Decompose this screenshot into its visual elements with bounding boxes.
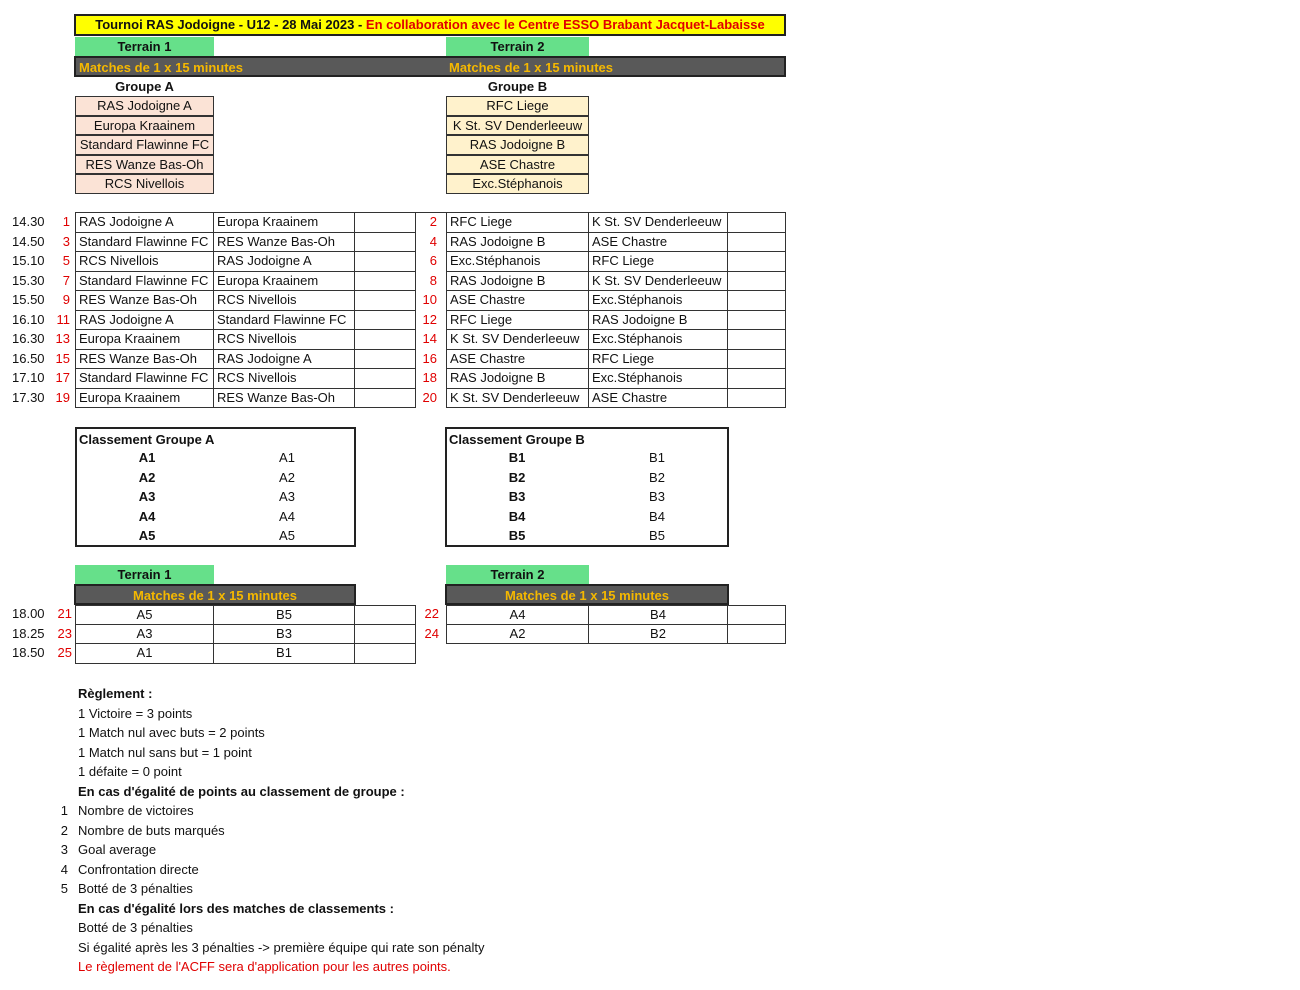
match-team-away: Standard Flawinne FC (214, 311, 355, 331)
match-number: 7 (62, 272, 70, 288)
match-team-away: RAS Jodoigne A (214, 350, 355, 370)
match-score-cell (728, 311, 786, 331)
match-team-home: ASE Chastre (446, 350, 589, 370)
match-score-cell (728, 389, 786, 409)
match-number: 4 (429, 233, 437, 249)
ranking-position: A1 (138, 450, 156, 465)
match-team-home: Standard Flawinne FC (75, 369, 214, 389)
match-team-away: ASE Chastre (589, 233, 728, 253)
match-team-home: RCS Nivellois (75, 252, 214, 272)
match-team-home: K St. SV Denderleeuw (446, 330, 589, 350)
final-team-home: A5 (75, 605, 214, 625)
group-b-team: RAS Jodoigne B (446, 135, 589, 155)
final-number: 25 (57, 645, 72, 660)
match-team-away: K St. SV Denderleeuw (589, 272, 728, 292)
match-score-cell (355, 213, 416, 233)
match-team-home: RES Wanze Bas-Oh (75, 291, 214, 311)
match-time: 17.10 (12, 370, 45, 385)
final-team-home: A3 (75, 625, 214, 645)
match-number: 8 (429, 272, 437, 288)
rules-title: Règlement : (78, 686, 153, 701)
ranking-team-slot: A2 (279, 469, 295, 485)
rules-tie-item: Nombre de buts marqués (78, 822, 225, 838)
title-main: Tournoi RAS Jodoigne - U12 - 28 Mai 2023 - (95, 17, 366, 32)
match-team-home: Exc.Stéphanois (446, 252, 589, 272)
group-a-team: RCS Nivellois (75, 174, 214, 194)
ranking-group-b-title: Classement Groupe B (449, 432, 585, 447)
match-number: 14 (422, 331, 437, 346)
match-team-away: ASE Chastre (589, 389, 728, 409)
match-score-cell (728, 233, 786, 253)
match-score-cell (355, 252, 416, 272)
rules-tie-item: Confrontation directe (78, 861, 199, 877)
match-score-cell (355, 369, 416, 389)
final-score-cell (355, 625, 416, 645)
match-number: 19 (55, 389, 70, 405)
match-team-home: Standard Flawinne FC (75, 272, 214, 292)
ranking-position: A5 (138, 528, 156, 543)
match-number: 16 (422, 350, 437, 366)
ranking-position: A3 (138, 489, 156, 504)
rules-point: 1 Victoire = 3 points (78, 705, 193, 721)
final-score-cell (728, 625, 786, 645)
match-number: 1 (62, 214, 70, 229)
finals-terrain-1-header: Terrain 1 (75, 565, 214, 584)
final-team-away: B4 (589, 605, 728, 625)
match-score-cell (728, 252, 786, 272)
match-score-cell (728, 272, 786, 292)
group-b-team: ASE Chastre (446, 155, 589, 175)
ranking-group-b-box (445, 427, 729, 547)
match-time: 17.30 (12, 389, 45, 405)
rules-class-line: Si égalité après les 3 pénalties -> première équipe qui rate son pénalty (78, 939, 485, 955)
rules-tie-title: En cas d'égalité de points au classement de groupe : (78, 783, 405, 799)
final-number: 23 (57, 625, 72, 641)
match-time: 15.10 (12, 253, 45, 268)
match-score-cell (728, 369, 786, 389)
group-b-team: RFC Liege (446, 96, 589, 116)
match-score-cell (728, 350, 786, 370)
ranking-team-slot: B5 (649, 528, 665, 543)
match-team-away: Europa Kraainem (214, 272, 355, 292)
match-number: 13 (55, 331, 70, 346)
match-score-cell (355, 330, 416, 350)
match-time: 16.50 (12, 350, 45, 366)
ranking-team-slot: A1 (279, 450, 295, 465)
rules-tie-item: Nombre de victoires (78, 803, 194, 818)
match-team-home: RES Wanze Bas-Oh (75, 350, 214, 370)
rules-tie-item: Botté de 3 pénalties (78, 881, 193, 896)
match-team-away: RFC Liege (589, 252, 728, 272)
match-team-home: Europa Kraainem (75, 389, 214, 409)
terrain-1-header: Terrain 1 (75, 37, 214, 56)
match-team-home: Standard Flawinne FC (75, 233, 214, 253)
match-team-home: RAS Jodoigne B (446, 233, 589, 253)
ranking-group-a-title: Classement Groupe A (79, 432, 215, 447)
ranking-team-slot: A5 (279, 528, 295, 543)
final-team-home: A4 (446, 605, 589, 625)
match-time: 15.30 (12, 272, 45, 288)
match-team-away: RFC Liege (589, 350, 728, 370)
final-number: 22 (424, 606, 439, 621)
match-score-cell (728, 330, 786, 350)
match-score-cell (728, 213, 786, 233)
final-score-cell (355, 605, 416, 625)
rules-tie-number: 1 (60, 803, 68, 818)
ranking-team-slot: A4 (279, 508, 295, 524)
final-team-home: A1 (75, 644, 214, 664)
group-a-team: RES Wanze Bas-Oh (75, 155, 214, 175)
rules-class-title: En cas d'égalité lors des matches de classements : (78, 900, 394, 916)
match-team-home: RAS Jodoigne B (446, 369, 589, 389)
title-collab: En collaboration avec le Centre ESSO Brabant Jacquet-Labaisse (365, 17, 765, 32)
match-team-home: ASE Chastre (446, 291, 589, 311)
match-number: 15 (55, 350, 70, 366)
ranking-position: A4 (138, 508, 156, 524)
finals-matches-bar-1: Matches de 1 x 15 minutes (74, 584, 356, 605)
match-number: 18 (422, 370, 437, 385)
match-number: 17 (55, 370, 70, 385)
final-team-away: B2 (589, 625, 728, 645)
match-time: 14.30 (12, 214, 45, 229)
final-team-away: B5 (214, 605, 355, 625)
match-score-cell (355, 311, 416, 331)
match-team-away: RES Wanze Bas-Oh (214, 389, 355, 409)
rules-point: 1 Match nul sans but = 1 point (78, 744, 252, 760)
group-b-team: K St. SV Denderleeuw (446, 116, 589, 136)
ranking-team-slot: B1 (649, 450, 665, 465)
group-a-team: RAS Jodoigne A (75, 96, 214, 116)
match-time: 15.50 (12, 292, 45, 307)
match-time: 16.10 (12, 311, 45, 327)
final-score-cell (355, 644, 416, 664)
rules-tie-number: 5 (60, 881, 68, 896)
match-number: 5 (62, 253, 70, 268)
rules-tie-number: 2 (60, 822, 68, 838)
finals-terrain-2-header: Terrain 2 (446, 565, 589, 584)
group-a-team: Europa Kraainem (75, 116, 214, 136)
ranking-team-slot: B4 (649, 508, 665, 524)
match-team-away: RES Wanze Bas-Oh (214, 233, 355, 253)
final-time: 18.50 (12, 645, 45, 660)
match-team-home: RAS Jodoigne A (75, 311, 214, 331)
rules-point: 1 Match nul avec buts = 2 points (78, 725, 265, 740)
match-team-home: RFC Liege (446, 213, 589, 233)
match-score-cell (355, 291, 416, 311)
matches-duration-1: Matches de 1 x 15 minutes (79, 60, 244, 75)
match-team-away: RAS Jodoigne B (589, 311, 728, 331)
final-score-cell (728, 605, 786, 625)
match-number: 11 (56, 311, 70, 327)
match-team-away: K St. SV Denderleeuw (589, 213, 728, 233)
match-team-away: RCS Nivellois (214, 330, 355, 350)
ranking-position: B5 (508, 528, 526, 543)
final-team-away: B1 (214, 644, 355, 664)
rules-class-line: Botté de 3 pénalties (78, 920, 193, 935)
group-a-title: Groupe A (115, 79, 174, 94)
match-team-away: Europa Kraainem (214, 213, 355, 233)
rules-acff-note: Le règlement de l'ACFF sera d'application pour les autres points. (78, 959, 451, 974)
terrain-2-header: Terrain 2 (446, 37, 589, 56)
match-team-away: Exc.Stéphanois (589, 291, 728, 311)
ranking-team-slot: A3 (279, 489, 295, 504)
match-score-cell (355, 350, 416, 370)
ranking-team-slot: B2 (649, 469, 665, 485)
matches-duration-2: Matches de 1 x 15 minutes (449, 60, 614, 75)
match-team-home: RAS Jodoigne A (75, 213, 214, 233)
match-number: 9 (62, 292, 70, 307)
match-score-cell (728, 291, 786, 311)
match-number: 12 (422, 311, 437, 327)
final-number: 21 (57, 606, 72, 621)
match-score-cell (355, 272, 416, 292)
finals-matches-bar-2: Matches de 1 x 15 minutes (445, 584, 729, 605)
match-team-home: RAS Jodoigne B (446, 272, 589, 292)
match-team-away: Exc.Stéphanois (589, 330, 728, 350)
group-b-title: Groupe B (487, 79, 548, 94)
ranking-position: B4 (508, 508, 526, 524)
match-score-cell (355, 389, 416, 409)
group-a-team: Standard Flawinne FC (75, 135, 214, 155)
ranking-group-a-box (75, 427, 356, 547)
final-team-away: B3 (214, 625, 355, 645)
rules-tie-item: Goal average (78, 842, 157, 857)
match-number: 20 (422, 389, 437, 405)
final-team-home: A2 (446, 625, 589, 645)
match-team-away: RCS Nivellois (214, 291, 355, 311)
ranking-position: B1 (508, 450, 526, 465)
ranking-position: A2 (138, 469, 156, 485)
tournament-title (74, 14, 786, 36)
match-team-home: RFC Liege (446, 311, 589, 331)
match-number: 3 (62, 233, 70, 249)
match-score-cell (355, 233, 416, 253)
match-number: 10 (422, 292, 437, 307)
ranking-position: B3 (508, 489, 526, 504)
final-time: 18.25 (12, 625, 45, 641)
match-team-away: Exc.Stéphanois (589, 369, 728, 389)
rules-tie-number: 3 (60, 842, 68, 857)
match-number: 2 (429, 214, 437, 229)
final-number: 24 (424, 625, 439, 641)
match-team-home: K St. SV Denderleeuw (446, 389, 589, 409)
group-b-team: Exc.Stéphanois (446, 174, 589, 194)
ranking-team-slot: B3 (649, 489, 665, 504)
match-number: 6 (429, 253, 437, 268)
match-team-away: RAS Jodoigne A (214, 252, 355, 272)
match-time: 16.30 (12, 331, 45, 346)
matches-duration-bar (74, 56, 786, 77)
rules-tie-number: 4 (60, 861, 68, 877)
match-team-away: RCS Nivellois (214, 369, 355, 389)
final-time: 18.00 (12, 606, 45, 621)
rules-point: 1 défaite = 0 point (78, 764, 182, 779)
match-team-home: Europa Kraainem (75, 330, 214, 350)
match-time: 14.50 (12, 233, 45, 249)
ranking-position: B2 (508, 469, 526, 485)
